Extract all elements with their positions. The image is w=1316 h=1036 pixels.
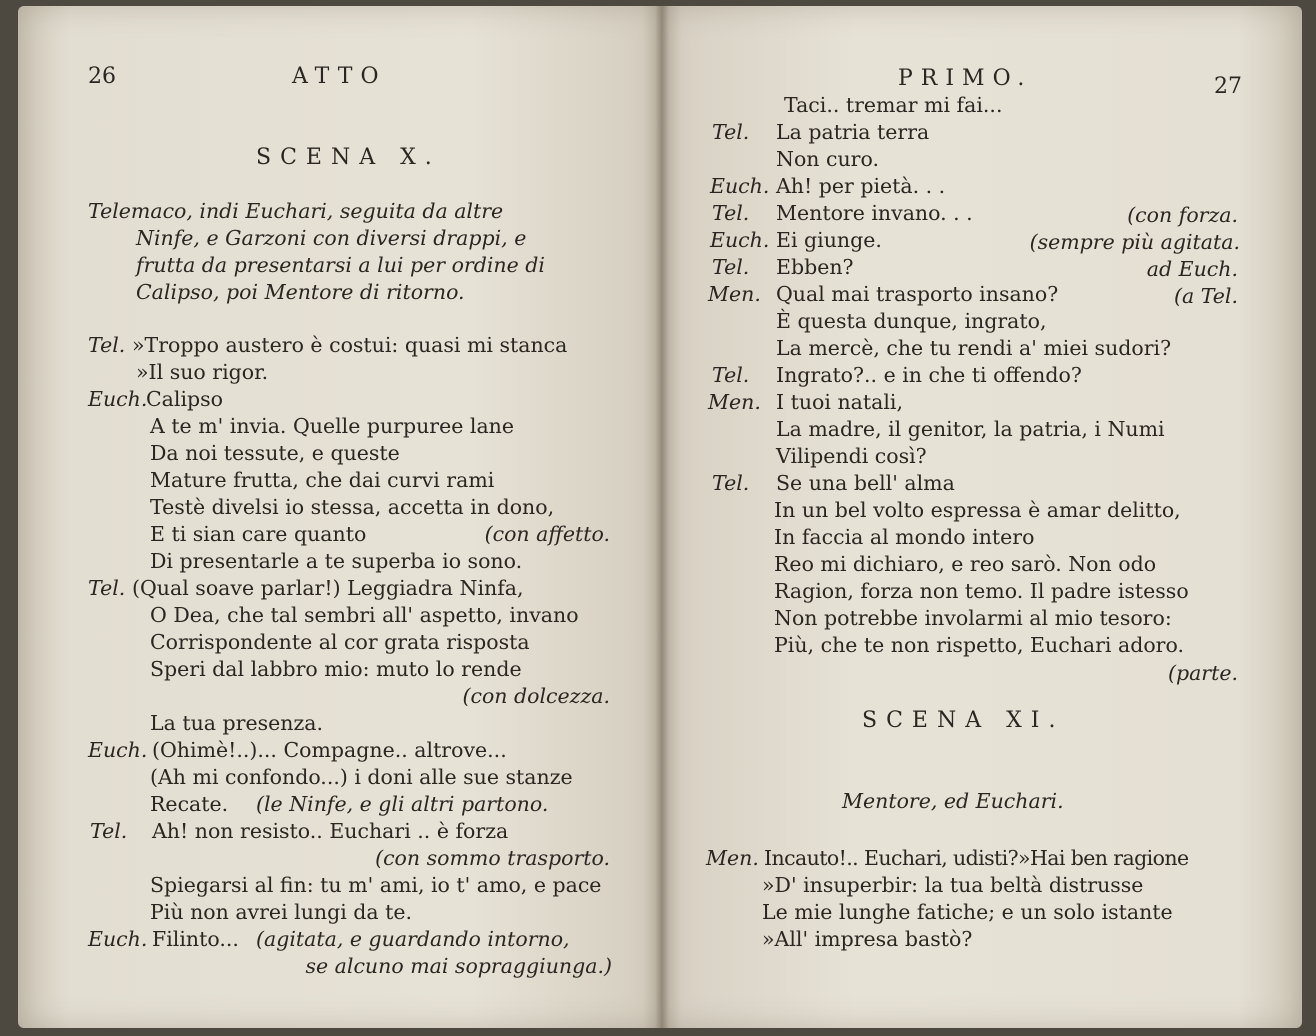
- verse-line: Ebben?: [776, 255, 854, 279]
- verse-line: Taci.. tremar mi fai...: [784, 93, 1003, 117]
- verse-line: »Troppo austero è costui: quasi mi stanca: [132, 333, 568, 357]
- verse-line: La mercè, che tu rendi a' miei sudori?: [776, 336, 1172, 360]
- verse-line: Ei giunge.: [776, 228, 882, 252]
- verse-line: O Dea, che tal sembri all' aspetto, invano: [150, 603, 579, 627]
- verse-line: Le mie lunghe fatiche; e un solo istante: [762, 900, 1173, 924]
- verse-line: La tua presenza.: [150, 711, 323, 735]
- stage-direction: (con dolcezza.: [462, 684, 610, 708]
- speaker-label: Tel.: [712, 201, 750, 225]
- stage-direction: (sempre più agitata.: [1029, 230, 1240, 254]
- speaker-label: Tel.: [90, 819, 128, 843]
- verse-line: Mentore invano. . .: [776, 201, 973, 225]
- left-running-head: ATTO: [292, 64, 387, 89]
- verse-line: (Ohimè!..)... Compagne.. altrove...: [152, 738, 507, 762]
- verse-line: »All' impresa bastò?: [762, 927, 973, 951]
- verse-line: Incauto!.. Euchari, udisti?»Hai ben ragione: [764, 846, 1189, 870]
- verse-line: Non curo.: [776, 147, 879, 171]
- verse-line: (Qual soave parlar!) Leggiadra Ninfa,: [132, 576, 524, 600]
- speaker-label: Men.: [708, 282, 761, 306]
- verse-line: Più non avrei lungi da te.: [150, 900, 413, 924]
- speaker-label: Euch.: [88, 738, 148, 762]
- speaker-label: Euch.: [88, 387, 148, 411]
- verse-line: La madre, il genitor, la patria, i Numi: [776, 417, 1165, 441]
- speaker-label: Tel.: [88, 333, 126, 357]
- verse-line: Testè divelsi io stessa, accetta in dono,: [150, 495, 555, 519]
- stage-direction: (con affetto.: [484, 522, 610, 546]
- verse-line: Spiegarsi al fin: tu m' ami, io t' amo, e pace: [150, 873, 602, 897]
- verse-line: Ragion, forza non temo. Il padre istesso: [774, 579, 1189, 603]
- verse-line: A te m' invia. Quelle purpuree lane: [150, 414, 514, 438]
- stage-direction-line: Mentore, ed Euchari.: [842, 789, 1064, 813]
- stage-direction-line: frutta da presentarsi a lui per ordine di: [136, 253, 545, 277]
- stage-direction: (con forza.: [1127, 203, 1238, 227]
- verse-line: Ah! non resisto.. Euchari .. è forza: [152, 819, 509, 843]
- verse-line: Non potrebbe involarmi al mio tesoro:: [774, 606, 1172, 630]
- left-page-number: 26: [88, 64, 116, 89]
- verse-line: I tuoi natali,: [776, 390, 903, 414]
- speaker-label: Men.: [706, 846, 759, 870]
- verse-line: Vilipendi così?: [776, 444, 927, 468]
- right-page-number: 27: [1214, 74, 1242, 99]
- verse-line: Recate.: [150, 792, 229, 816]
- stage-direction: se alcuno mai sopraggiunga.): [305, 954, 612, 978]
- verse-line: (Ah mi confondo...) i doni alle sue stanze: [150, 765, 573, 789]
- verse-line: Da noi tessute, e queste: [150, 441, 400, 465]
- verse-line: Di presentarle a te superba io sono.: [150, 549, 523, 573]
- stage-direction-line: Ninfe, e Garzoni con diversi drappi, e: [136, 226, 527, 250]
- verse-line: »D' insuperbir: la tua beltà distrusse: [762, 873, 1144, 897]
- stage-direction-line: Telemaco, indi Euchari, seguita da altre: [88, 199, 504, 223]
- verse-line: Mature frutta, che dai curvi rami: [150, 468, 495, 492]
- verse-line: Reo mi dichiaro, e reo sarò. Non odo: [774, 552, 1157, 576]
- stage-direction: (agitata, e guardando intorno,: [256, 927, 570, 951]
- verse-line: Filinto...: [152, 927, 239, 951]
- verse-line: In un bel volto espressa è amar delitto,: [774, 498, 1181, 522]
- verse-line: Calipso: [146, 387, 224, 411]
- speaker-label: Euch.: [88, 927, 148, 951]
- verse-line: Ingrato?.. e in che ti offendo?: [776, 363, 1082, 387]
- verse-line: È questa dunque, ingrato,: [776, 309, 1047, 333]
- verse-line: Speri dal labbro mio: muto lo rende: [150, 657, 522, 681]
- speaker-label: Tel.: [712, 120, 750, 144]
- speaker-label: Tel.: [712, 471, 750, 495]
- stage-direction: (le Ninfe, e gli altri partono.: [256, 792, 549, 816]
- book-gutter: [655, 6, 669, 1028]
- verse-line: In faccia al mondo intero: [774, 525, 1035, 549]
- verse-line: Corrispondente al cor grata risposta: [150, 630, 530, 654]
- verse-line: La patria terra: [776, 120, 930, 144]
- stage-direction-line: Calipso, poi Mentore di ritorno.: [136, 280, 465, 304]
- right-running-head: PRIMO.: [898, 66, 1033, 91]
- speaker-label: Euch.: [710, 228, 770, 252]
- verse-line: Se una bell' alma: [776, 471, 955, 495]
- speaker-label: Tel.: [88, 576, 126, 600]
- verse-line: Qual mai trasporto insano?: [776, 282, 1059, 306]
- speaker-label: Tel.: [712, 363, 750, 387]
- verse-line: Più, che te non rispetto, Euchari adoro.: [774, 633, 1184, 657]
- stage-direction: (a Tel.: [1173, 284, 1238, 308]
- stage-direction: ad Euch.: [1146, 257, 1238, 281]
- scene-x-title: SCENA X.: [256, 145, 441, 170]
- stage-direction: (con sommo trasporto.: [375, 846, 610, 870]
- speaker-label: Euch.: [710, 174, 770, 198]
- scene-xi-title: SCENA XI.: [862, 708, 1065, 733]
- verse-line: Ah! per pietà. . .: [776, 174, 946, 198]
- verse-line: E ti sian care quanto: [150, 522, 367, 546]
- stage-direction: (parte.: [1167, 661, 1238, 685]
- verse-line: »Il suo rigor.: [136, 360, 269, 384]
- speaker-label: Tel.: [712, 255, 750, 279]
- speaker-label: Men.: [708, 390, 761, 414]
